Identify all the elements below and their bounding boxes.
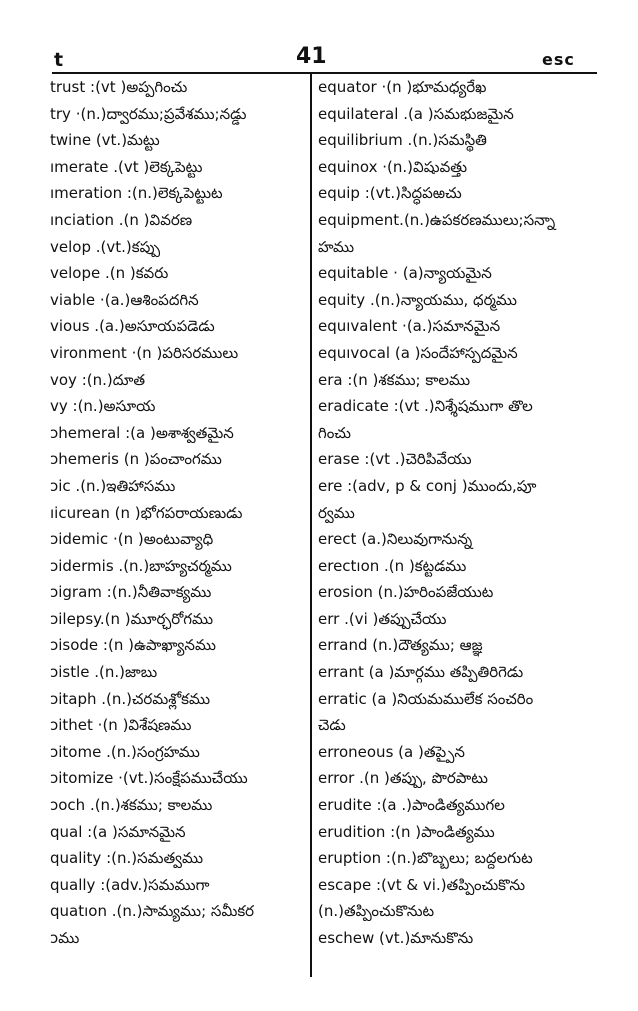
dictionary-line: trust :(vt )అప్పగించు: [50, 78, 188, 96]
dictionary-line: escape :(vt & vi.)తప్పించుకొను: [318, 875, 526, 894]
header-right-guide-word: esc: [542, 50, 575, 69]
dictionary-line: erect (a.)నిలువుగానున్న: [318, 530, 473, 549]
dictionary-line: ɔitomize ·(vt.)సంక్షేపముచేయు: [50, 769, 248, 788]
dictionary-line: erudite :(a .)పాండిత్యముగల: [318, 796, 505, 815]
dictionary-line: equilateral .(a )సమభుజమైన: [318, 104, 514, 123]
dictionary-line: erase :(vt .)చెరిపివేయు: [318, 450, 472, 469]
dictionary-line: eradicate :(vt .)నిశ్శేషముగా తొల: [318, 397, 533, 416]
dictionary-line: ɔisode :(n )ఉపాఖ్యానము: [50, 636, 217, 655]
dictionary-line: ɔistle .(n.)జాబు: [50, 663, 158, 682]
dictionary-line: errand (n.)దౌత్యము; ఆజ్ఞ: [318, 636, 483, 655]
dictionary-line: equinox ·(n.)విషువత్తు: [318, 157, 468, 176]
dictionary-line: ıicurean (n )భోగపరాయణుడు: [50, 503, 243, 522]
dictionary-line: equilibrium .(n.)సమస్థితి: [318, 131, 487, 150]
dictionary-line: equator ·(n )భూమధ్యరేఖ: [318, 78, 487, 96]
dictionary-line: ర్వము: [318, 503, 355, 522]
page-number: 41: [296, 44, 327, 69]
dictionary-line: ɔhemeris (n )పంచాంగము: [50, 450, 222, 469]
left-column: [50, 74, 306, 952]
dictionary-line: erratic (a )నియమములేక సంచరిం: [318, 689, 534, 708]
dictionary-line: era :(n )శకము; కాలము: [318, 370, 471, 389]
dictionary-line: quality :(n.)సమత్వము: [50, 849, 204, 868]
dictionary-line: error .(n )తప్పు, పొరపాటు: [318, 769, 488, 788]
dictionary-line: vious .(a.)అసూయపడెడు: [50, 317, 215, 336]
page-header: [0, 0, 638, 71]
dictionary-line: voy :(n.)దూత: [50, 370, 146, 389]
dictionary-line: ɔic .(n.)ఇతిహాసము: [50, 476, 176, 495]
dictionary-line: గించు: [318, 423, 351, 442]
dictionary-line: errant (a )మార్గము తప్పితిరిగెడు: [318, 663, 524, 682]
dictionary-line: err .(vi )తప్పుచేయు: [318, 609, 447, 628]
dictionary-line: హము: [318, 237, 355, 256]
dictionary-line: ımerate .(vt )లెక్కపెట్టు: [50, 157, 203, 176]
dictionary-line: ɔidermis .(n.)బాహ్యచర్మము: [50, 556, 232, 575]
dictionary-line: ɔhemeral :(a )అశాశ్వతమైన: [50, 423, 234, 442]
dictionary-line: ınciation .(n )వివరణ: [50, 210, 193, 229]
dictionary-line: ɔitaph .(n.)చరమశ్లోకము: [50, 689, 211, 708]
dictionary-line: quatıon .(n.)సామ్యము; సమీకర: [50, 902, 255, 921]
dictionary-line: velope .(n )కవరు: [50, 264, 169, 283]
dictionary-line: ere :(adv, p & conj )ముందు,పూ: [318, 476, 537, 495]
dictionary-line: erroneous (a )తప్పైన: [318, 742, 465, 761]
dictionary-line: ɔigram :(n.)నీతివాక్యము: [50, 583, 212, 602]
dictionary-line: ımeration :(n.)లెక్కపెట్టుట: [50, 184, 223, 203]
dictionary-line: equip :(vt.)సిద్ధపఱచు: [318, 184, 462, 203]
dictionary-line: twine (vt.)మట్టు: [50, 131, 160, 150]
dictionary-line: erosion (n.)హరింపజేయుట: [318, 583, 494, 602]
dictionary-line: velop .(vt.)కప్పు: [50, 237, 161, 256]
dictionary-line: చెడు: [318, 716, 346, 735]
dictionary-line: ɔము: [50, 929, 80, 947]
dictionary-line: ɔoch .(n.)శకము; కాలము: [50, 796, 213, 815]
dictionary-line: vy :(n.)అసూయ: [50, 397, 156, 416]
dictionary-line: ɔilepsy.(n )మూర్ఛరోగము: [50, 609, 214, 628]
dictionary-line: vironment ·(n )పరిసరములు: [50, 343, 239, 362]
header-left-guide-word: t: [54, 49, 64, 71]
dictionary-line: (n.)తప్పించుకొనుట: [318, 902, 435, 921]
dictionary-line: ɔithet ·(n )విశేషణము: [50, 716, 192, 735]
dictionary-line: qually :(adv.)సమముగా: [50, 875, 210, 894]
dictionary-line: viable ·(a.)ఆశింపదగిన: [50, 290, 199, 309]
dictionary-line: equıvalent ·(a.)సమానమైన: [318, 317, 501, 336]
dictionary-line: qual :(a )సమానమైన: [50, 822, 186, 841]
dictionary-line: equitable · (a)న్యాయమైన: [318, 264, 492, 283]
dictionary-line: eruption :(n.)బొబ్బలు; బద్దలగుట: [318, 849, 533, 868]
right-column: [318, 74, 603, 952]
dictionary-line: eschew (vt.)మానుకొను: [318, 929, 474, 947]
dictionary-line: equity .(n.)న్యాయము, ధర్మము: [318, 290, 517, 309]
dictionary-line: equipment.(n.)ఉపకరణములు;సన్నా: [318, 210, 556, 229]
column-divider: [310, 72, 312, 977]
dictionary-line: try ·(n.)ద్వారము;ప్రవేశము;నడ్డు: [50, 104, 247, 123]
dictionary-line: erudition :(n )పాండిత్యము: [318, 822, 495, 841]
dictionary-line: erectıon .(n )కట్టడము: [318, 556, 467, 575]
dictionary-line: ɔitome .(n.)సంగ్రహము: [50, 742, 200, 761]
dictionary-line: equıvocal (a )సందేహాస్పదమైన: [318, 343, 518, 362]
dictionary-line: ɔidemic ·(n )అంటువ్యాధి: [50, 530, 214, 549]
